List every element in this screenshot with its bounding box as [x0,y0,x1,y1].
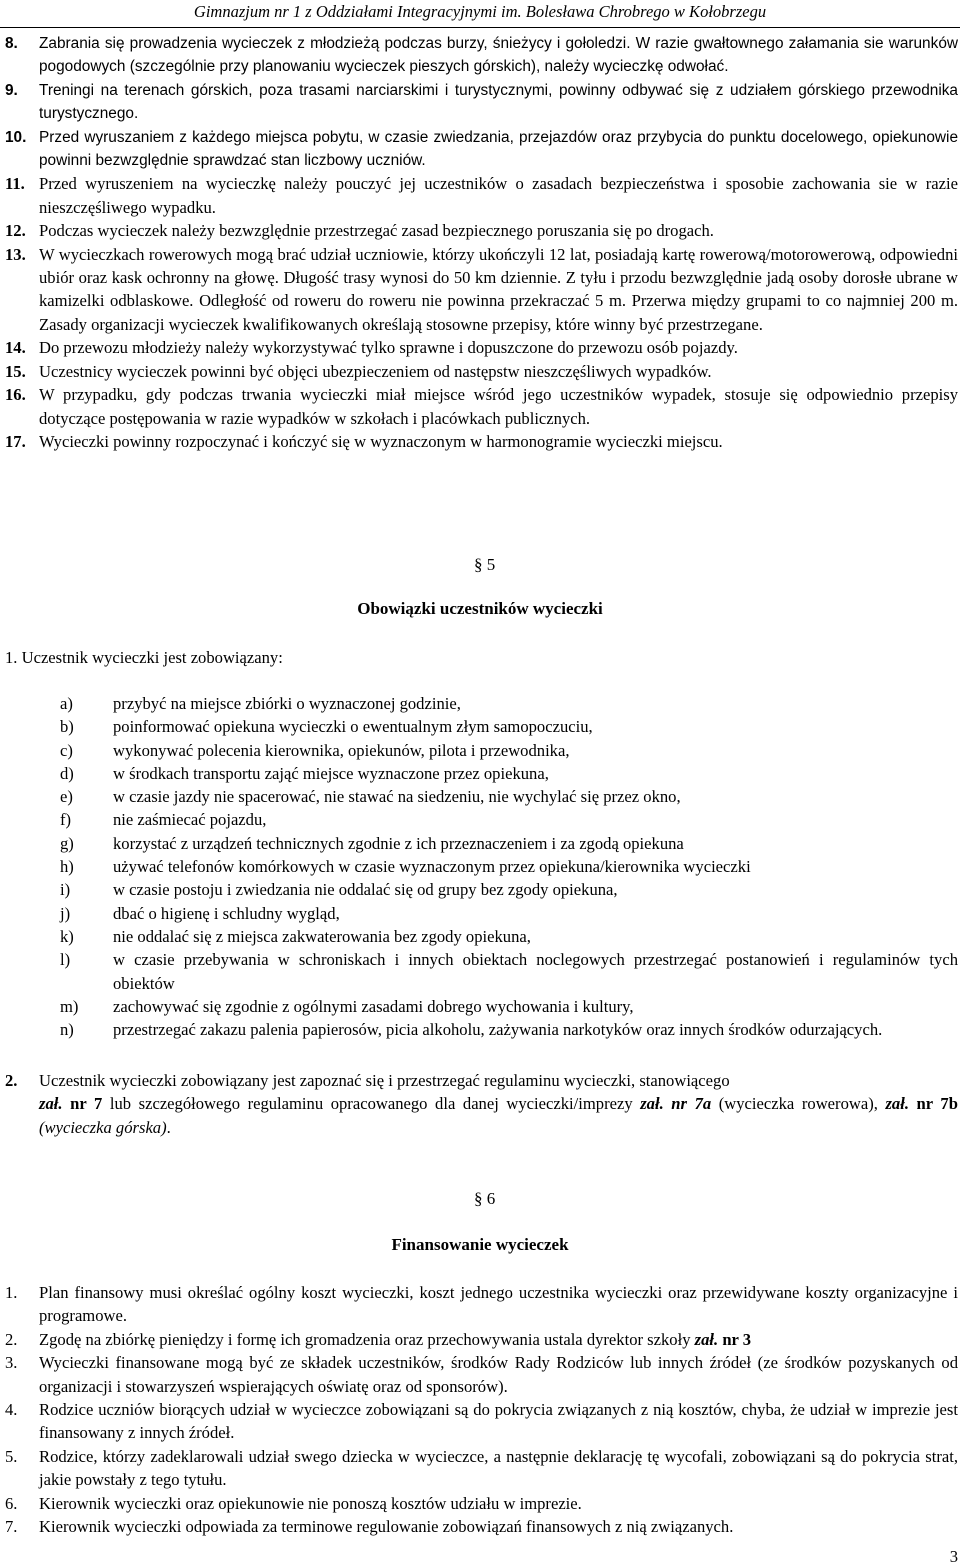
item-number: 5. [5,1446,18,1466]
rule-text: W przypadku, gdy podczas trwania wycieczki miał miejsce wśród jego uczestników wypadek, stosuje się odpowiednio przepisy dotyczące postępowania w razie wypadków w szkołach i placówkach publicznych. [39,385,958,428]
rule-text: Przed wyruszaniem z każdego miejsca pobytu, w czasie zwiedzania, przejazdów oraz przybycia do punktu docelowego, opiekunowie powinni bezwzględnie sprawdzać stan liczbowy uczniów. [39,128,958,170]
obligation-item [0,808,960,831]
rule-12 [0,219,960,242]
section-6-title: Finansowanie wycieczek [391,1235,569,1254]
item-text: Zgodę na zbiórkę pieniędzy i formę ich gromadzenia oraz przechowywania ustala dyrektor szkoły [39,1329,695,1349]
point-text: lub szczegółowego regulaminu opracowanego dla danej wycieczki/imprezy [102,1094,641,1114]
rule-number: 10. [5,128,27,146]
attachment-ref: zał. [39,1094,63,1114]
rule-9 [0,79,960,126]
attachment-number: nr 7a [663,1094,712,1114]
item-text: Rodzice, którzy zadeklarowali udział swego dziecka w wycieczce, a następnie deklarację tę wycofali, zobowiązani są do pokrycia strat, jakie powstały z tego tytułu. [39,1446,958,1490]
financing-item-6 [0,1492,960,1515]
section-6-symbol: § 6 [474,1189,496,1208]
obligation-item [0,878,960,901]
item-number: 3. [5,1353,18,1373]
item-text: Plan finansowy musi określać ogólny koszt wycieczki, koszt jednego uczestnika wycieczki oraz przewidywane koszty organizacyjne i programowe. [39,1283,958,1326]
attachment-suffix: b [948,1094,958,1114]
financing-item-2 [0,1328,960,1351]
rule-text: Treningi na terenach górskich, poza trasami narciarskimi i turystycznymi, powinny odbywać się z udziałem górskiego przewodnika turystycznego. [39,81,958,123]
item-letter: c) [60,740,73,760]
point-2 [0,1069,960,1139]
item-text: w czasie postoju i zwiedzania nie oddalać się od grupy bez zgody opiekuna, [113,880,618,900]
financing-item-1 [0,1281,960,1328]
point-text: (wycieczka rowerowa), [711,1094,886,1114]
item-text: Rodzice uczniów biorących udział w wycieczce zobowiązani są do pokrycia związanych z nią kosztów, chyba, że udział w imprezie jest finansowany z innych źródeł. [39,1400,958,1443]
item-number: 4. [5,1400,18,1420]
rule-11 [0,172,960,219]
page-number: 3 [949,1547,958,1566]
rule-number: 8. [5,35,18,52]
rule-17 [0,430,960,453]
rules-list [0,32,960,453]
financing-item-7 [0,1515,960,1538]
item-text: przybyć na miejsce zbiórki o wyznaczonej godzinie, [113,694,461,713]
item-text: w czasie przebywania w schroniskach i innych obiektach noclegowych przestrzegać postanowień i regulaminów tych obiektów [113,950,958,993]
item-text: przestrzegać zakazu palenia papierosów, picia alkoholu, zażywania narkotyków oraz innych środków odurzających. [113,1020,883,1040]
attachment-ref: zał. [640,1094,664,1114]
section-5-point-2 [0,1069,960,1139]
item-text: poinformować opiekuna wycieczki o ewentualnym złym samopoczuciu, [113,717,593,737]
obligation-item [0,762,960,785]
obligation-item [0,832,960,855]
rule-text: Przed wyruszeniem na wycieczkę należy pouczyć jej uczestników o zasadach bezpieczeństwa i sposobie zachowania sie w razie nieszczęśliwego wypadku. [39,174,958,217]
section-5-symbol: § 5 [474,555,496,574]
item-letter: g) [60,833,74,853]
item-text: korzystać z urządzeń technicznych zgodnie z ich przeznaczeniem i za zgodą opiekuna [113,833,684,853]
point-text: (wycieczka górska) [39,1117,167,1137]
rule-number: 11. [5,174,25,194]
obligation-item [0,785,960,808]
item-letter: j) [60,903,71,923]
point-number: 2. [5,1071,18,1090]
item-letter: f) [60,810,72,830]
attachment-number: nr 7 [908,1094,949,1114]
item-text: Kierownik wycieczki oraz opiekunowie nie ponoszą kosztów udziału w imprezie. [39,1493,582,1513]
rule-number: 15. [5,361,26,381]
item-text: w środkach transportu zająć miejsce wyznaczone przez opiekuna, [113,763,549,783]
item-number: 7. [5,1517,18,1537]
attachment-ref: zał. [694,1329,719,1349]
item-letter: e) [60,787,73,807]
rule-8 [0,32,960,79]
rule-text: Do przewozu młodzieży należy wykorzystywać tylko sprawne i dopuszczone do przewozu osób pojazdy. [39,338,738,358]
obligation-item [0,995,960,1018]
rule-text: Zabrania się prowadzenia wycieczek z młodzieżą podczas burzy, śnieżycy i gołoledzi. W razie gwałtownego załamania sie warunków pogodowych (szczególnie przy planowaniu wycieczek pieszych górskich), należy wycieczkę odwołać. [39,35,958,76]
rule-number: 16. [5,385,26,405]
rule-text: Wycieczki powinny rozpoczynać i kończyć się w wyznaczonym w harmonogramie wycieczki miejscu. [39,431,723,451]
item-text: dbać o higienę i schludny wygląd, [113,903,340,923]
rule-number: 17. [5,431,26,451]
rule-15 [0,360,960,383]
item-text: zachowywać się zgodnie z ogólnymi zasadami dobrego wychowania i kultury, [113,996,634,1016]
point-text: Uczestnik wycieczki zobowiązany jest zapoznać się i przestrzegać regulaminu wycieczki, stanowiącego [39,1071,730,1090]
obligations-list [0,692,960,1041]
page-header: Gimnazjum nr 1 z Oddziałami Integracyjnymi im. Bolesława Chrobrego w Kołobrzegu [193,2,767,21]
item-text: nie oddalać się z miejsca zakwaterowania bez zgody opiekuna, [113,926,531,946]
item-text: Wycieczki finansowane mogą być ze składek uczestników, środków Rady Rodziców lub innych źródeł (ze środków pozyskanych od organizacji i stowarzyszeń wspierających oświatę oraz od sponsorów). [39,1353,958,1396]
item-number: 2. [5,1329,18,1349]
obligation-item [0,948,960,995]
item-letter: l) [60,950,71,970]
obligation-item [0,1018,960,1041]
rule-number: 12. [5,221,26,241]
rule-13 [0,243,960,337]
obligation-item [0,692,960,715]
item-letter: h) [60,857,74,877]
item-text: w czasie jazdy nie spacerować, nie stawać na siedzeniu, nie wychylać się przez okno, [113,787,681,807]
rule-text: W wycieczkach rowerowych mogą brać udział uczniowie, którzy ukończyli 12 lat, posiadają kartę rowerową/motorowerową, odpowiedni ubiór oraz kask ochronny na głowę. Długość trasy wynosi do 50 km dziennie. Z tyłu i przodu bezwzględnie jadą osoby dorosłe ubrane w kamizelki odblaskowe. Odległość od roweru do roweru nie powinna przekraczać 5 m. Przerwa między grupami to co najmniej 200 m. Zasady organizacji wycieczek kwalifikowanych określają stosowne przepisy, które winny być przestrzegane. [39,244,958,334]
obligation-item [0,902,960,925]
attachment-number: nr 3 [718,1329,752,1349]
rule-number: 13. [5,244,26,264]
item-letter: i) [60,880,71,900]
item-letter: n) [60,1020,74,1040]
item-text: nie zaśmiecać pojazdu, [113,810,267,830]
item-letter: d) [60,763,74,783]
header-divider [0,27,960,28]
item-number: 6. [5,1493,18,1513]
item-text: używać telefonów komórkowych w czasie wyznaczonym przez opiekuna/kierownika wycieczki [113,857,751,877]
obligation-item [0,715,960,738]
rule-16 [0,383,960,430]
item-text: Kierownik wycieczki odpowiada za terminowe regulowanie zobowiązań finansowych z nią związanych. [39,1517,734,1537]
section-5-lead: 1. Uczestnik wycieczki jest zobowiązany: [5,648,283,667]
attachment-number: nr 7 [70,1094,103,1114]
attachment-ref: zał. [885,1094,909,1114]
item-letter: a) [60,694,73,713]
rule-10 [0,126,960,173]
item-letter: k) [60,926,74,946]
point-text: . [166,1117,171,1137]
financing-item-3 [0,1351,960,1398]
item-letter: b) [60,717,74,737]
financing-item-5 [0,1445,960,1492]
item-number: 1. [5,1283,18,1302]
obligation-item [0,739,960,762]
rule-number: 14. [5,338,26,358]
obligation-item [0,855,960,878]
item-letter: m) [60,996,79,1016]
item-text: wykonywać polecenia kierownika, opiekunów, pilota i przewodnika, [113,740,570,760]
rule-number: 9. [5,81,18,99]
rule-14 [0,336,960,359]
rule-text: Uczestnicy wycieczek powinni być objęci ubezpieczeniem od następstw nieszczęśliwych wypadków. [39,361,712,381]
section-5-title: Obowiązki uczestników wycieczki [357,599,603,618]
rule-text: Podczas wycieczek należy bezwzględnie przestrzegać zasad bezpiecznego poruszania się po drogach. [39,221,714,241]
financing-item-4 [0,1398,960,1445]
obligation-item [0,925,960,948]
financing-list [0,1281,960,1538]
